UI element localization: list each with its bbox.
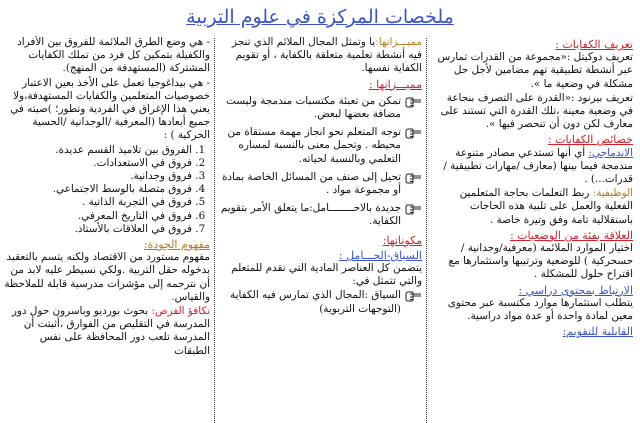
text-integration: أي أنها تستدعي مصادر متنوعة مندمجة فيما بينها (معارف /مهارات تطبيقية /قدرات...) . <box>443 146 633 186</box>
list-item: 6. فروق في التاريخ المعرفي. <box>4 210 192 223</box>
page-title: ملخصات المركزة في علوم التربية <box>186 6 454 28</box>
feature-text: جديدة بالاحــــــــامل:ما يتعلق الأمر بتقويم الكفاية. <box>220 202 401 228</box>
text-intro: يا وتمثل المجال الملائم الذي تنجز فيه أنشطة تعلمية متعلقة بالكفاية ، أو تقويم الكفاية نفسها. <box>232 36 422 75</box>
label-functional: الوظيفية: <box>592 187 633 200</box>
list-item <box>218 171 422 197</box>
list-item: 4. فروق متصلة بالوسط الاجتماعي. <box>4 183 192 196</box>
paragraph-perrenoud-definition: تعريف بيرنود :«القدرة على التصرف بنجاعة في وضعية معينة ،تلك القدرة التي تستند على معارف لكن دون أن تنحصر فيها ». <box>440 91 633 131</box>
pointing-hand-icon <box>404 126 422 140</box>
column-divider <box>426 38 428 423</box>
pointing-hand-icon <box>404 202 422 216</box>
left-column <box>4 36 210 423</box>
paragraph-situation-relation: اختيار الموارد الملائمة (معرفية/وجدانية /حسحركية ) للوضعية وترتيبها واستثمارها مع اقتراح حلول للمشكلة . <box>448 242 633 281</box>
list-item <box>218 95 422 121</box>
paragraph-equal-opportunity <box>4 305 210 358</box>
list-item: 5. فروق في التجربة الذاتية . <box>4 196 192 209</box>
feature-text: تحيل إلى صنف من المسائل الخاصة بمادة أو مجموعة مواد . <box>221 170 401 197</box>
paragraph-differentiated-def: - هي وضع الطرق الملائمة للفروق بين الأفراد والكفيلة بتمكين كل فرد من تملك الكفايات المشتركة (المستهدفة من المنهج). <box>17 36 210 75</box>
paragraph-intro <box>218 36 422 76</box>
list-item: 1. الفروق بين تلاميذ القسم عديدة. <box>4 144 192 157</box>
heading-situation-relation: العلاقة بفئة من الوضعيات : <box>510 228 633 242</box>
heading-evaluability: القابلية للتقويم: <box>562 325 633 339</box>
label-equal-opportunity: تكافؤ الفرص: <box>151 305 210 318</box>
feature-text: توجه المتعلم نحو انجاز مهمة مستقاة من محيطه . وتحمل معنى بالنسبة لمساره التعلمي وبالنسبة لحياته. <box>227 126 401 165</box>
heading-quality: مفهوم الجودة: <box>143 238 210 252</box>
context-text: السياق :المجال الذي تمارس فيه الكفاية (التوجهات التربوية) <box>230 289 401 315</box>
list-item <box>218 289 422 315</box>
feature-text: تمكن من تعبئة مكتسبات مندمجة وليست مضافة بعضها لبعض. <box>226 94 401 121</box>
pointing-hand-icon <box>404 171 422 185</box>
text-functional: ربط التعلمات بحاجة المتعلمين الفعلية والعمل على تلبية هذه الحاجات باستقلالية تامة وفق وتيرة خاصة . <box>459 187 633 226</box>
heading-components: مكوناتها: <box>382 233 422 247</box>
heading-features: مميـــزاتها : <box>368 77 422 91</box>
paragraph-context-support: يتضمن كل العناصر المادية التي تقدم للمتعلم والتي تتمثل في: <box>231 262 422 288</box>
list-item: 2. فروق في الاستعدادات. <box>4 157 192 170</box>
list-item <box>218 202 422 228</box>
list-item: 7. فروق في العلاقات بالأستاذ. <box>4 223 192 236</box>
column-divider <box>214 38 216 423</box>
pointing-hand-icon <box>404 289 422 303</box>
paragraph-content-link: يتطلب استثمارها موارد مكتسبة عبر محتوى معين لمادة واحدة أو عدة مواد دراسية. <box>447 296 633 323</box>
differences-list <box>4 144 210 236</box>
heading-competency-features: خصائص الكفايات : <box>547 133 633 147</box>
pointing-hand-icon <box>404 95 422 109</box>
middle-column <box>218 36 422 423</box>
right-column <box>430 36 633 423</box>
list-item <box>218 126 422 166</box>
paragraph-integration <box>430 147 633 187</box>
label-features-inline: مميـــزاتها: <box>375 36 422 48</box>
paragraph-quality: مفهوم مستورد من الاقتصاد ولكنه يتسم بالتعقيد بدخوله حقل التربية .ولكي نسيطر عليه لابد من أن نترجمه إلى مؤشرات مدرسية قابلة للملاحظة والقياس. <box>4 251 210 303</box>
paragraph-dekitl-definition: تعريف دوكيتل :«مجموعة من القدرات تمارس عبر أنشطة تطبيقية تهم مضامين لأجل حل مشكلة في وضعية ما ». <box>437 51 633 90</box>
paragraph-functional <box>430 187 633 227</box>
list-item: 3. فروق وجدانية. <box>4 170 192 183</box>
heading-competency-definition: تعريف الكفايات : <box>555 38 633 51</box>
heading-context-support: السياق-الحـــامل : <box>338 248 422 262</box>
paragraph-differentiated-pedagogy: - هي بيداغوجيا تعمل على الأخذ بعين الاعتبار خصوصيات المتعلمين والكفايات المستهدفة،ولا يعني هذا الإغراق في الفردية وتطور؛ )صيته في جميع أبعادها (المعرفية /الوجدانية /الحسية الحركية ) : <box>10 76 210 142</box>
heading-content-link: الارتباط بمحتوى دراسي : <box>518 283 633 297</box>
label-integration: الاندماجي: <box>588 146 633 159</box>
text-equal-opportunity: بحوث بورديو وباسرون حول دور المدرسة في التقليص من الفوارق ،أثبتت أن المدرسة تلعب دور المحافظة على نفس الطبقات <box>11 305 210 357</box>
